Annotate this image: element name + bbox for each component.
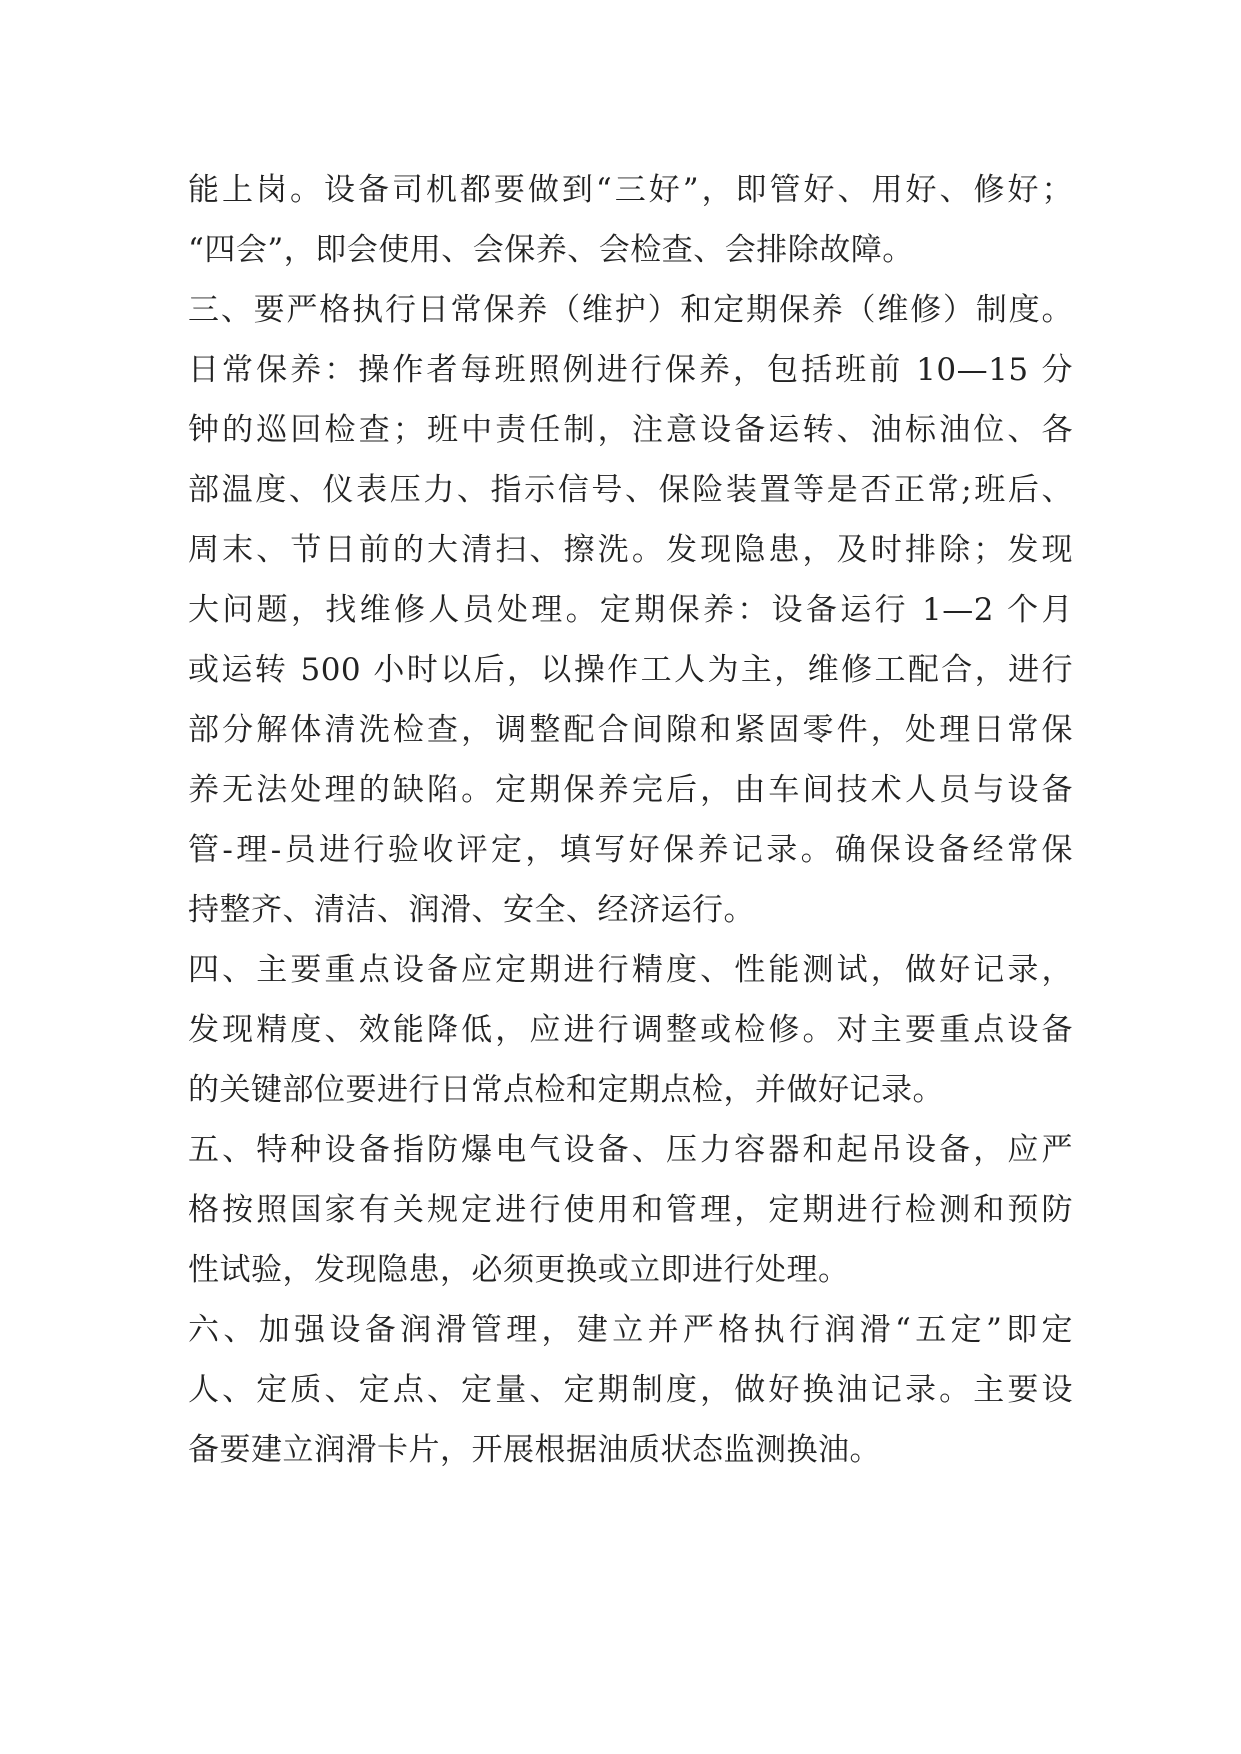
- text-line: 部分解体清洗检查，调整配合间隙和紧固零件，处理日常保: [188, 712, 1073, 748]
- text-line: 持整齐、清洁、润滑、安全、经济运行。: [188, 892, 755, 928]
- text-line: 管-理-员进行验收评定，填写好保养记录。确保设备经常保: [188, 832, 1073, 868]
- text-line: 部温度、仪表压力、指示信号、保险装置等是否正常;班后、: [188, 472, 1073, 508]
- text-line: 四、主要重点设备应定期进行精度、性能测试，做好记录，: [188, 952, 1073, 988]
- document-body: [188, 160, 1073, 1480]
- text-line: 钟的巡回检查；班中责任制，注意设备运转、油标油位、各: [188, 412, 1073, 448]
- text-line: 发现精度、效能降低，应进行调整或检修。对主要重点设备: [188, 1012, 1073, 1048]
- text-line: 六、加强设备润滑管理，建立并严格执行润滑“五定”即定: [188, 1312, 1073, 1348]
- text-line: 五、特种设备指防爆电气设备、压力容器和起吊设备，应严: [188, 1132, 1073, 1168]
- text-line: 养无法处理的缺陷。定期保养完后，由车间技术人员与设备: [188, 772, 1073, 808]
- text-line: 的关键部位要进行日常点检和定期点检，并做好记录。: [188, 1072, 944, 1108]
- text-line: 能上岗。设备司机都要做到“三好”，即管好、用好、修好；: [188, 172, 1073, 208]
- text-line: 格按照国家有关规定进行使用和管理，定期进行检测和预防: [188, 1192, 1073, 1228]
- text-line: 周末、节日前的大清扫、擦洗。发现隐患，及时排除；发现: [188, 532, 1073, 568]
- text-line: “四会”，即会使用、会保养、会检查、会排除故障。: [188, 232, 914, 268]
- text-line: 人、定质、定点、定量、定期制度，做好换油记录。主要设: [188, 1372, 1073, 1408]
- text-line: 性试验，发现隐患，必须更换或立即进行处理。: [188, 1252, 850, 1288]
- text-line: 日常保养：操作者每班照例进行保养，包括班前 10—15 分: [188, 352, 1073, 388]
- text-line: 大问题，找维修人员处理。定期保养：设备运行 1—2 个月: [188, 592, 1073, 628]
- text-line: 或运转 500 小时以后，以操作工人为主，维修工配合，进行: [188, 652, 1073, 688]
- text-line: 三、要严格执行日常保养（维护）和定期保养（维修）制度。: [188, 292, 1073, 328]
- text-line: 备要建立润滑卡片，开展根据油质状态监测换油。: [188, 1432, 881, 1468]
